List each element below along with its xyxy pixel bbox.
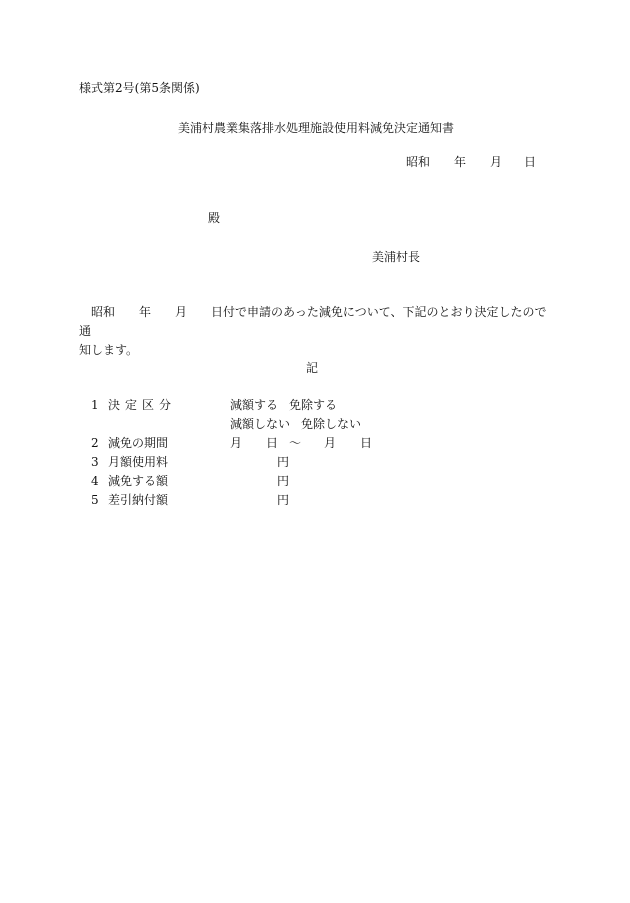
- period-month2-unit: 月: [324, 436, 337, 450]
- body-month-unit: 月: [175, 305, 188, 319]
- option-reduce: 減額する: [230, 398, 279, 412]
- option-no-exempt: 免除しない: [301, 417, 362, 431]
- item-number: 5: [91, 493, 99, 507]
- ki-heading: 記: [306, 361, 319, 375]
- form-number: 様式第2号(第5条関係): [79, 81, 200, 95]
- body-year-unit: 年: [139, 305, 152, 319]
- item-label: 月額使用料: [108, 455, 169, 469]
- addressee-suffix: 殿: [208, 211, 221, 225]
- date-month-unit: 月: [490, 155, 503, 169]
- yen-unit: 円: [277, 493, 290, 507]
- item-number: 2: [91, 436, 99, 450]
- period-tilde: ～: [289, 436, 302, 450]
- item-number: 1: [91, 398, 99, 412]
- yen-unit: 円: [277, 455, 290, 469]
- period-month-unit: 月: [230, 436, 243, 450]
- option-no-reduce: 減額しない: [230, 417, 291, 431]
- item-label: 減免の期間: [108, 436, 169, 450]
- item-label: 差引納付額: [108, 493, 169, 507]
- item-label: 減免する額: [108, 474, 169, 488]
- body-era: 昭和: [91, 305, 116, 319]
- yen-unit: 円: [277, 474, 290, 488]
- body-line2: 知します。: [79, 343, 139, 357]
- issuer-name: 美浦村長: [372, 250, 421, 264]
- date-era: 昭和: [406, 155, 431, 169]
- period-day-unit: 日: [266, 436, 279, 450]
- date-year-unit: 年: [454, 155, 467, 169]
- period-day2-unit: 日: [360, 436, 373, 450]
- notice-body: [79, 303, 549, 360]
- option-exempt: 免除する: [289, 398, 338, 412]
- date-day-unit: 日: [524, 155, 537, 169]
- item-label: 決定区分: [108, 398, 177, 412]
- item-number: 4: [91, 474, 99, 488]
- body-line1: 日付で申請のあった減免について、下記のとおり決定したので通: [79, 305, 547, 338]
- document-title: 美浦村農業集落排水処理施設使用料減免決定通知書: [178, 121, 455, 135]
- item-number: 3: [91, 455, 99, 469]
